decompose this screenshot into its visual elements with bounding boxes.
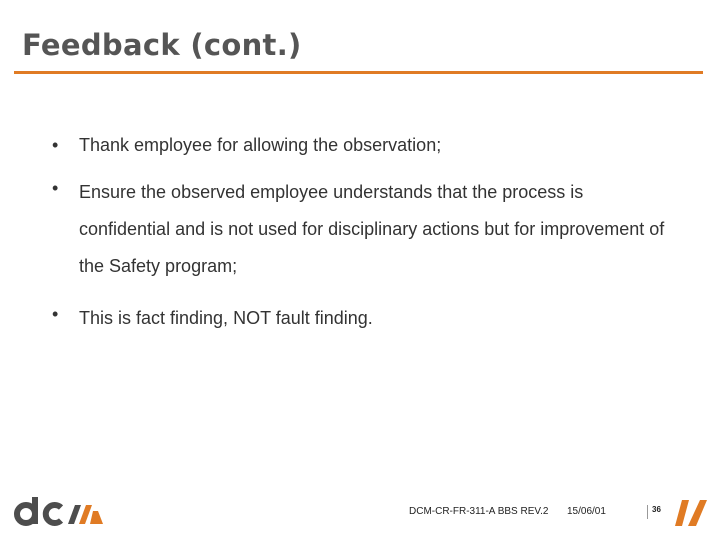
brand-stripes-icon [674,497,708,527]
logo-stripe [79,505,92,524]
page-number: 36 [652,505,661,514]
footer-divider [647,505,648,519]
bullet-item [52,174,672,285]
bullet-text: This is fact finding, NOT fault finding. [79,308,373,328]
bullet-text: Ensure the observed employee understands that the process is confidential and is not used for disciplinary actions but for improvement of the Safety program; [79,182,665,276]
title-underline [14,71,703,74]
bullet-item [52,131,672,159]
bullet-dot: • [52,304,59,324]
bullet-list [52,131,672,356]
document-code: DCM-CR-FR-311-A BBS REV.2 [409,506,549,517]
logo-letter-c [46,505,61,523]
dcm-logo [13,494,105,527]
document-date: 15/06/01 [567,506,606,517]
bullet-dot: • [52,178,59,198]
brand-stripe [675,500,689,526]
bullet-item [52,300,672,337]
brand-stripe [688,500,707,526]
logo-letter-d-stem [32,497,38,524]
logo-stripe [68,505,81,524]
slide-title: Feedback (cont.) [22,28,302,62]
bullet-dot: • [52,135,59,155]
logo-stripe [90,511,103,524]
bullet-text: Thank employee for allowing the observation; [79,135,442,155]
